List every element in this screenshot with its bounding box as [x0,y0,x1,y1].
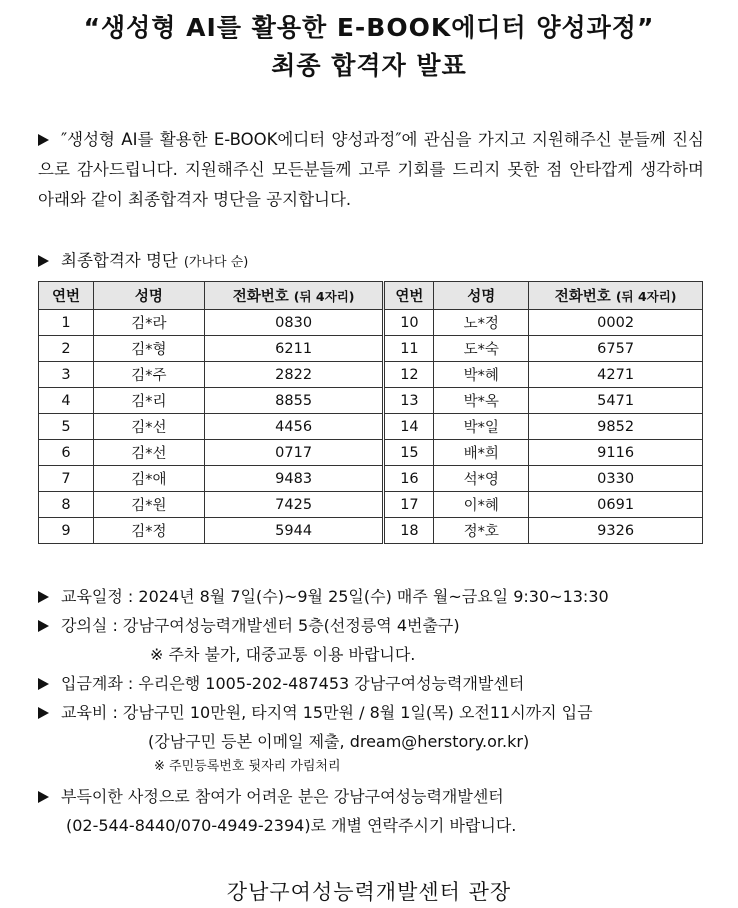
intro-text: ″생성형 AI를 활용한 E-BOOK에디터 양성과정″에 관심을 가지고 지원해주신 분들께 진심으로 감사드립니다. 지원해주신 모든분들께 고루 기회를 드리지 못한 점 안타깝게 생각하며 아래와 같이 최종합격자 명단을 공지합니다. [38,130,704,209]
cell-name: 김*주 [93,362,204,388]
table-header-row [39,282,703,310]
cell-name: 김*라 [93,310,204,336]
table-row [39,414,703,440]
info-account [38,669,718,698]
cell-name: 김*선 [93,414,204,440]
cell-no: 1 [39,310,94,336]
cell-no: 15 [384,440,434,466]
col-header-phone [204,282,384,310]
cell-no: 2 [39,336,94,362]
footer-signature: 강남구여성능력개발센터 관장 [226,880,512,904]
page-title: “생성형 AI를 활용한 E-BOOK에디터 양성과정” [83,13,655,42]
cell-name: 박*일 [434,414,529,440]
bullet-triangle-icon [38,707,49,719]
col-header-phone-note: (뒤 4자리) [293,289,355,304]
table-row [39,336,703,362]
cell-no: 17 [384,492,434,518]
cell-name: 정*호 [434,518,529,544]
table-row [39,518,703,544]
col-header-name: 성명 [93,282,204,310]
list-heading-note: (가나다 순) [183,255,249,270]
info-section [38,582,718,840]
cell-no: 5 [39,414,94,440]
cell-no: 9 [39,518,94,544]
cell-name: 박*옥 [434,388,529,414]
col-header-name: 성명 [434,282,529,310]
table-row [39,362,703,388]
cell-name: 김*원 [93,492,204,518]
table-row [39,466,703,492]
col-header-phone [529,282,703,310]
cell-name: 김*정 [93,518,204,544]
cell-phone: 9116 [529,440,703,466]
info-classroom-text: 강의실 : 강남구여성능력개발센터 5층(선정릉역 4번출구) [61,616,460,635]
page-subtitle: 최종 합격자 발표 [271,51,467,80]
intro-paragraph [38,125,704,215]
col-header-no: 연번 [39,282,94,310]
cell-name: 배*희 [434,440,529,466]
cell-no: 18 [384,518,434,544]
bullet-triangle-icon [38,791,49,803]
passer-table [38,281,703,544]
info-contact-text: 부득이한 사정으로 참여가 어려운 분은 강남구여성능력개발센터 [61,787,504,806]
cell-phone: 0691 [529,492,703,518]
cell-phone: 7425 [204,492,384,518]
col-header-phone-main: 전화번호 [554,289,611,305]
cell-no: 3 [39,362,94,388]
info-classroom-note: ※ 주차 불가, 대중교통 이용 바랍니다. [150,645,416,664]
cell-no: 12 [384,362,434,388]
cell-name: 김*애 [93,466,204,492]
list-heading-text: 최종합격자 명단 [61,251,178,270]
cell-phone: 0830 [204,310,384,336]
table-row [39,440,703,466]
info-fee [38,698,718,727]
info-fee-text: 교육비 : 강남구민 10만원, 타지역 15만원 / 8월 1일(목) 오전11시까지 입금 [61,703,593,722]
cell-phone: 4456 [204,414,384,440]
table-row [39,310,703,336]
info-fee-subnote: ※ 주민등록번호 뒷자리 가림처리 [154,759,341,774]
cell-name: 도*숙 [434,336,529,362]
table-row [39,388,703,414]
cell-phone: 9483 [204,466,384,492]
cell-name: 김*리 [93,388,204,414]
cell-phone: 0717 [204,440,384,466]
cell-no: 13 [384,388,434,414]
bullet-triangle-icon [38,620,49,632]
cell-phone: 6211 [204,336,384,362]
cell-no: 8 [39,492,94,518]
col-header-phone-main: 전화번호 [232,289,289,305]
cell-phone: 2822 [204,362,384,388]
cell-phone: 0002 [529,310,703,336]
cell-no: 14 [384,414,434,440]
cell-phone: 8855 [204,388,384,414]
list-heading [38,247,248,271]
cell-phone: 9326 [529,518,703,544]
cell-phone: 9852 [529,414,703,440]
cell-no: 7 [39,466,94,492]
bullet-triangle-icon [38,678,49,690]
bullet-triangle-icon [38,134,49,146]
cell-name: 박*혜 [434,362,529,388]
bullet-triangle-icon [38,255,49,267]
info-account-text: 입금계좌 : 우리은행 1005-202-487453 강남구여성능력개발센터 [61,674,525,693]
col-header-no: 연번 [384,282,434,310]
cell-no: 4 [39,388,94,414]
cell-name: 노*정 [434,310,529,336]
info-schedule [38,582,718,611]
info-contact-phone: (02-544-8440/070-4949-2394)로 개별 연락주시기 바랍니다. [66,816,517,835]
cell-name: 김*형 [93,336,204,362]
info-classroom [38,611,718,640]
cell-no: 6 [39,440,94,466]
cell-no: 11 [384,336,434,362]
cell-phone: 0330 [529,466,703,492]
cell-name: 김*선 [93,440,204,466]
cell-no: 16 [384,466,434,492]
info-fee-note: (강남구민 등본 이메일 제출, dream@herstory.or.kr) [148,732,530,751]
col-header-phone-note: (뒤 4자리) [615,289,677,304]
cell-phone: 5944 [204,518,384,544]
cell-phone: 5471 [529,388,703,414]
info-contact [38,782,718,811]
cell-phone: 6757 [529,336,703,362]
cell-name: 이*혜 [434,492,529,518]
bullet-triangle-icon [38,591,49,603]
cell-phone: 4271 [529,362,703,388]
cell-name: 석*영 [434,466,529,492]
cell-no: 10 [384,310,434,336]
info-schedule-text: 교육일정 : 2024년 8월 7일(수)~9월 25일(수) 매주 월~금요일 9:30~13:30 [61,587,609,606]
table-row [39,492,703,518]
